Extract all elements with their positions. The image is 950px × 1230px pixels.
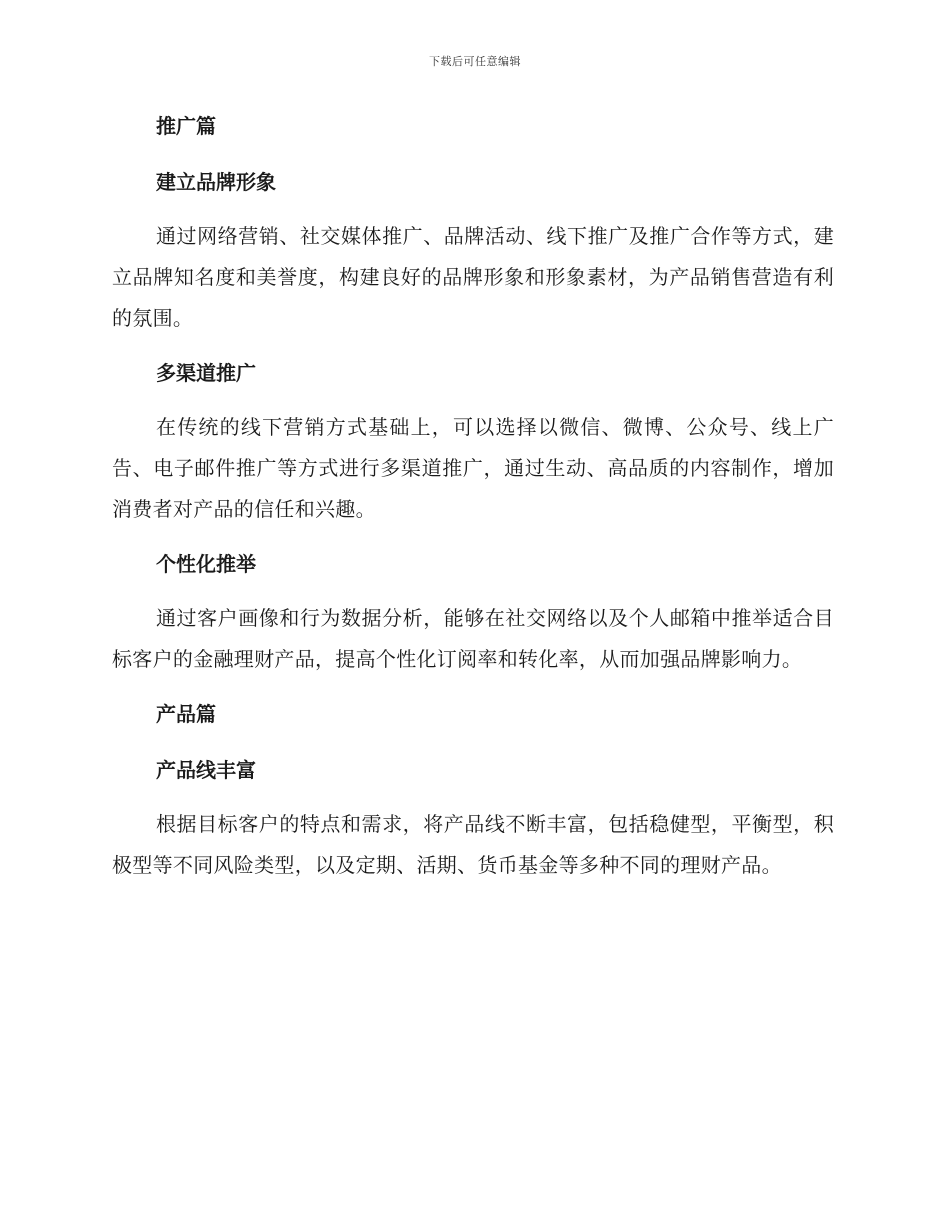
paragraph-product-line: 根据目标客户的特点和需求，将产品线不断丰富，包括稳健型，平衡型，积极型等不同风险类型，以及定期、活期、货币基金等多种不同的理财产品。 (112, 812, 834, 877)
section-heading-promotion: 推广篇 (156, 114, 216, 138)
paragraph-multichannel: 在传统的线下营销方式基础上，可以选择以微信、微博、公众号、线上广告、电子邮件推广等方式进行多渠道推广，通过生动、高品质的内容制作，增加消费者对产品的信任和兴趣。 (112, 415, 834, 521)
paragraph-brand-image: 通过网络营销、社交媒体推广、品牌活动、线下推广及推广合作等方式，建立品牌知名度和美誉度，构建良好的品牌形象和形象素材，为产品销售营造有利的氛围。 (112, 224, 834, 330)
document-body (112, 106, 834, 900)
section-heading-product: 产品篇 (156, 702, 216, 726)
subsection-heading-product-line: 产品线丰富 (156, 758, 256, 782)
subsection-heading-personalized: 个性化推举 (156, 552, 256, 576)
paragraph-personalized: 通过客户画像和行为数据分析，能够在社交网络以及个人邮箱中推举适合目标客户的金融理财产品，提高个性化订阅率和转化率，从而加强品牌影响力。 (112, 606, 834, 671)
subsection-heading-multichannel: 多渠道推广 (156, 361, 256, 385)
page-header: 下载后可任意编辑 (429, 55, 521, 68)
subsection-heading-brand-image: 建立品牌形象 (156, 170, 276, 194)
